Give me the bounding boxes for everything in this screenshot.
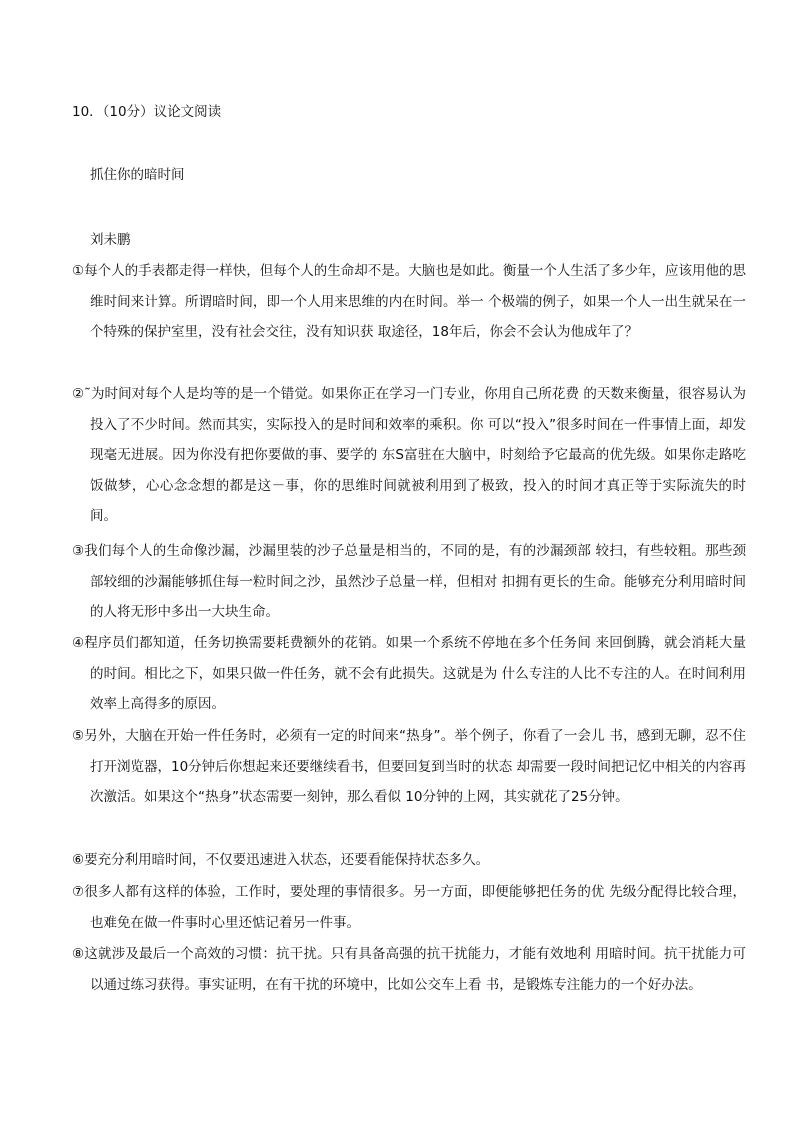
paragraph-1: ①每个人的手表都走得一样快，但每个人的生命却不是。大脑也是如此。衡量一个人生活了多少年，应该用他的思维时间来计算。所谓暗时间，即一个人用来思维的内在时间。举一 个极端的例子，如果一个人一出生就呆在一个特殊的保护室里，没有社会交往，没有知识获 取途径，18年后，你会不会认为他成年了？ <box>72 263 746 340</box>
paragraph-5: ⑤另外，大脑在开始一件任务时，必须有一定的时间来“热身”。举个例子，你看了一会儿 书，感到无聊，忍不住打开浏览器，10分钟后你想起来还要继续看书，但要回复到当时的状态 却需要一段时间把记忆中相关的内容再次激活。如果这个“热身”状态需要一刻钟，那么看似 10分钟的上网，其实就花了25分钟。 <box>72 728 746 805</box>
paragraph-3: ③我们每个人的生命像沙漏，沙漏里装的沙子总量是相当的，不同的是，有的沙漏颈部 较扫，有些较粗。那些颈部较细的沙漏能够抓住每一粒时间之沙，虽然沙子总量一样，但相对 扣拥有更长的生命。能够充分利用暗时间的人将无形中多出一大块生命。 <box>72 543 746 620</box>
paragraph-6: ⑥要充分利用暗时间，不仅要迅速进入状态，还要看能保持状态多久。 <box>72 852 490 868</box>
paragraph-4: ④程序员们都知道，任务切换需要耗费额外的花销。如果一个系统不停地在多个任务间 来回倒腾，就会消耗大量的时间。相比之下，如果只做一件任务，就不会有此损失。这就是为 什么专注的人比不专注的人。在时间利用效率上高得多的原因。 <box>72 635 746 712</box>
paragraph-8: ⑧这就涉及最后一个高效的习惯：抗干扰。只有具备高强的抗干扰能力，才能有效地利 用暗时间。抗干扰能力可以通过练习获得。事实证明，在有干扰的环境中，比如公交车上看 书，是锻炼专注能力的一个好办法。 <box>72 946 746 993</box>
article-author: 刘未鹏 <box>90 232 131 248</box>
paragraph-2: ②˜为时间对每个人是均等的是一个错觉。如果你正在学习一门专业，你用自己所花费 的天数来衡量，很容易认为投入了不少时间。然而其实，实际投入的是时间和效率的乘积。你 可以“投入”很多时间在一件事情上面，却发现毫无进展。因为你没有把你要做的事、要学的 东S富驻在大脑中，时刻给予它最高的优先级。如果你走路吃饭做梦，心心念念想的都是这－事，你的思维时间就被利用到了极致，投入的时间才真正等于实际流失的时间。 <box>72 386 746 524</box>
paragraph-7: ⑦很多人都有这样的体验，工作时，要处理的事情很多。另一方面，即便能够把任务的优 先级分配得比较合理，也难免在做一件事时心里还惦记着另一件事。 <box>72 884 746 931</box>
article-title: 抓住你的暗时间 <box>90 167 185 183</box>
question-heading: 10．（10分）议论文阅读 <box>72 104 222 120</box>
